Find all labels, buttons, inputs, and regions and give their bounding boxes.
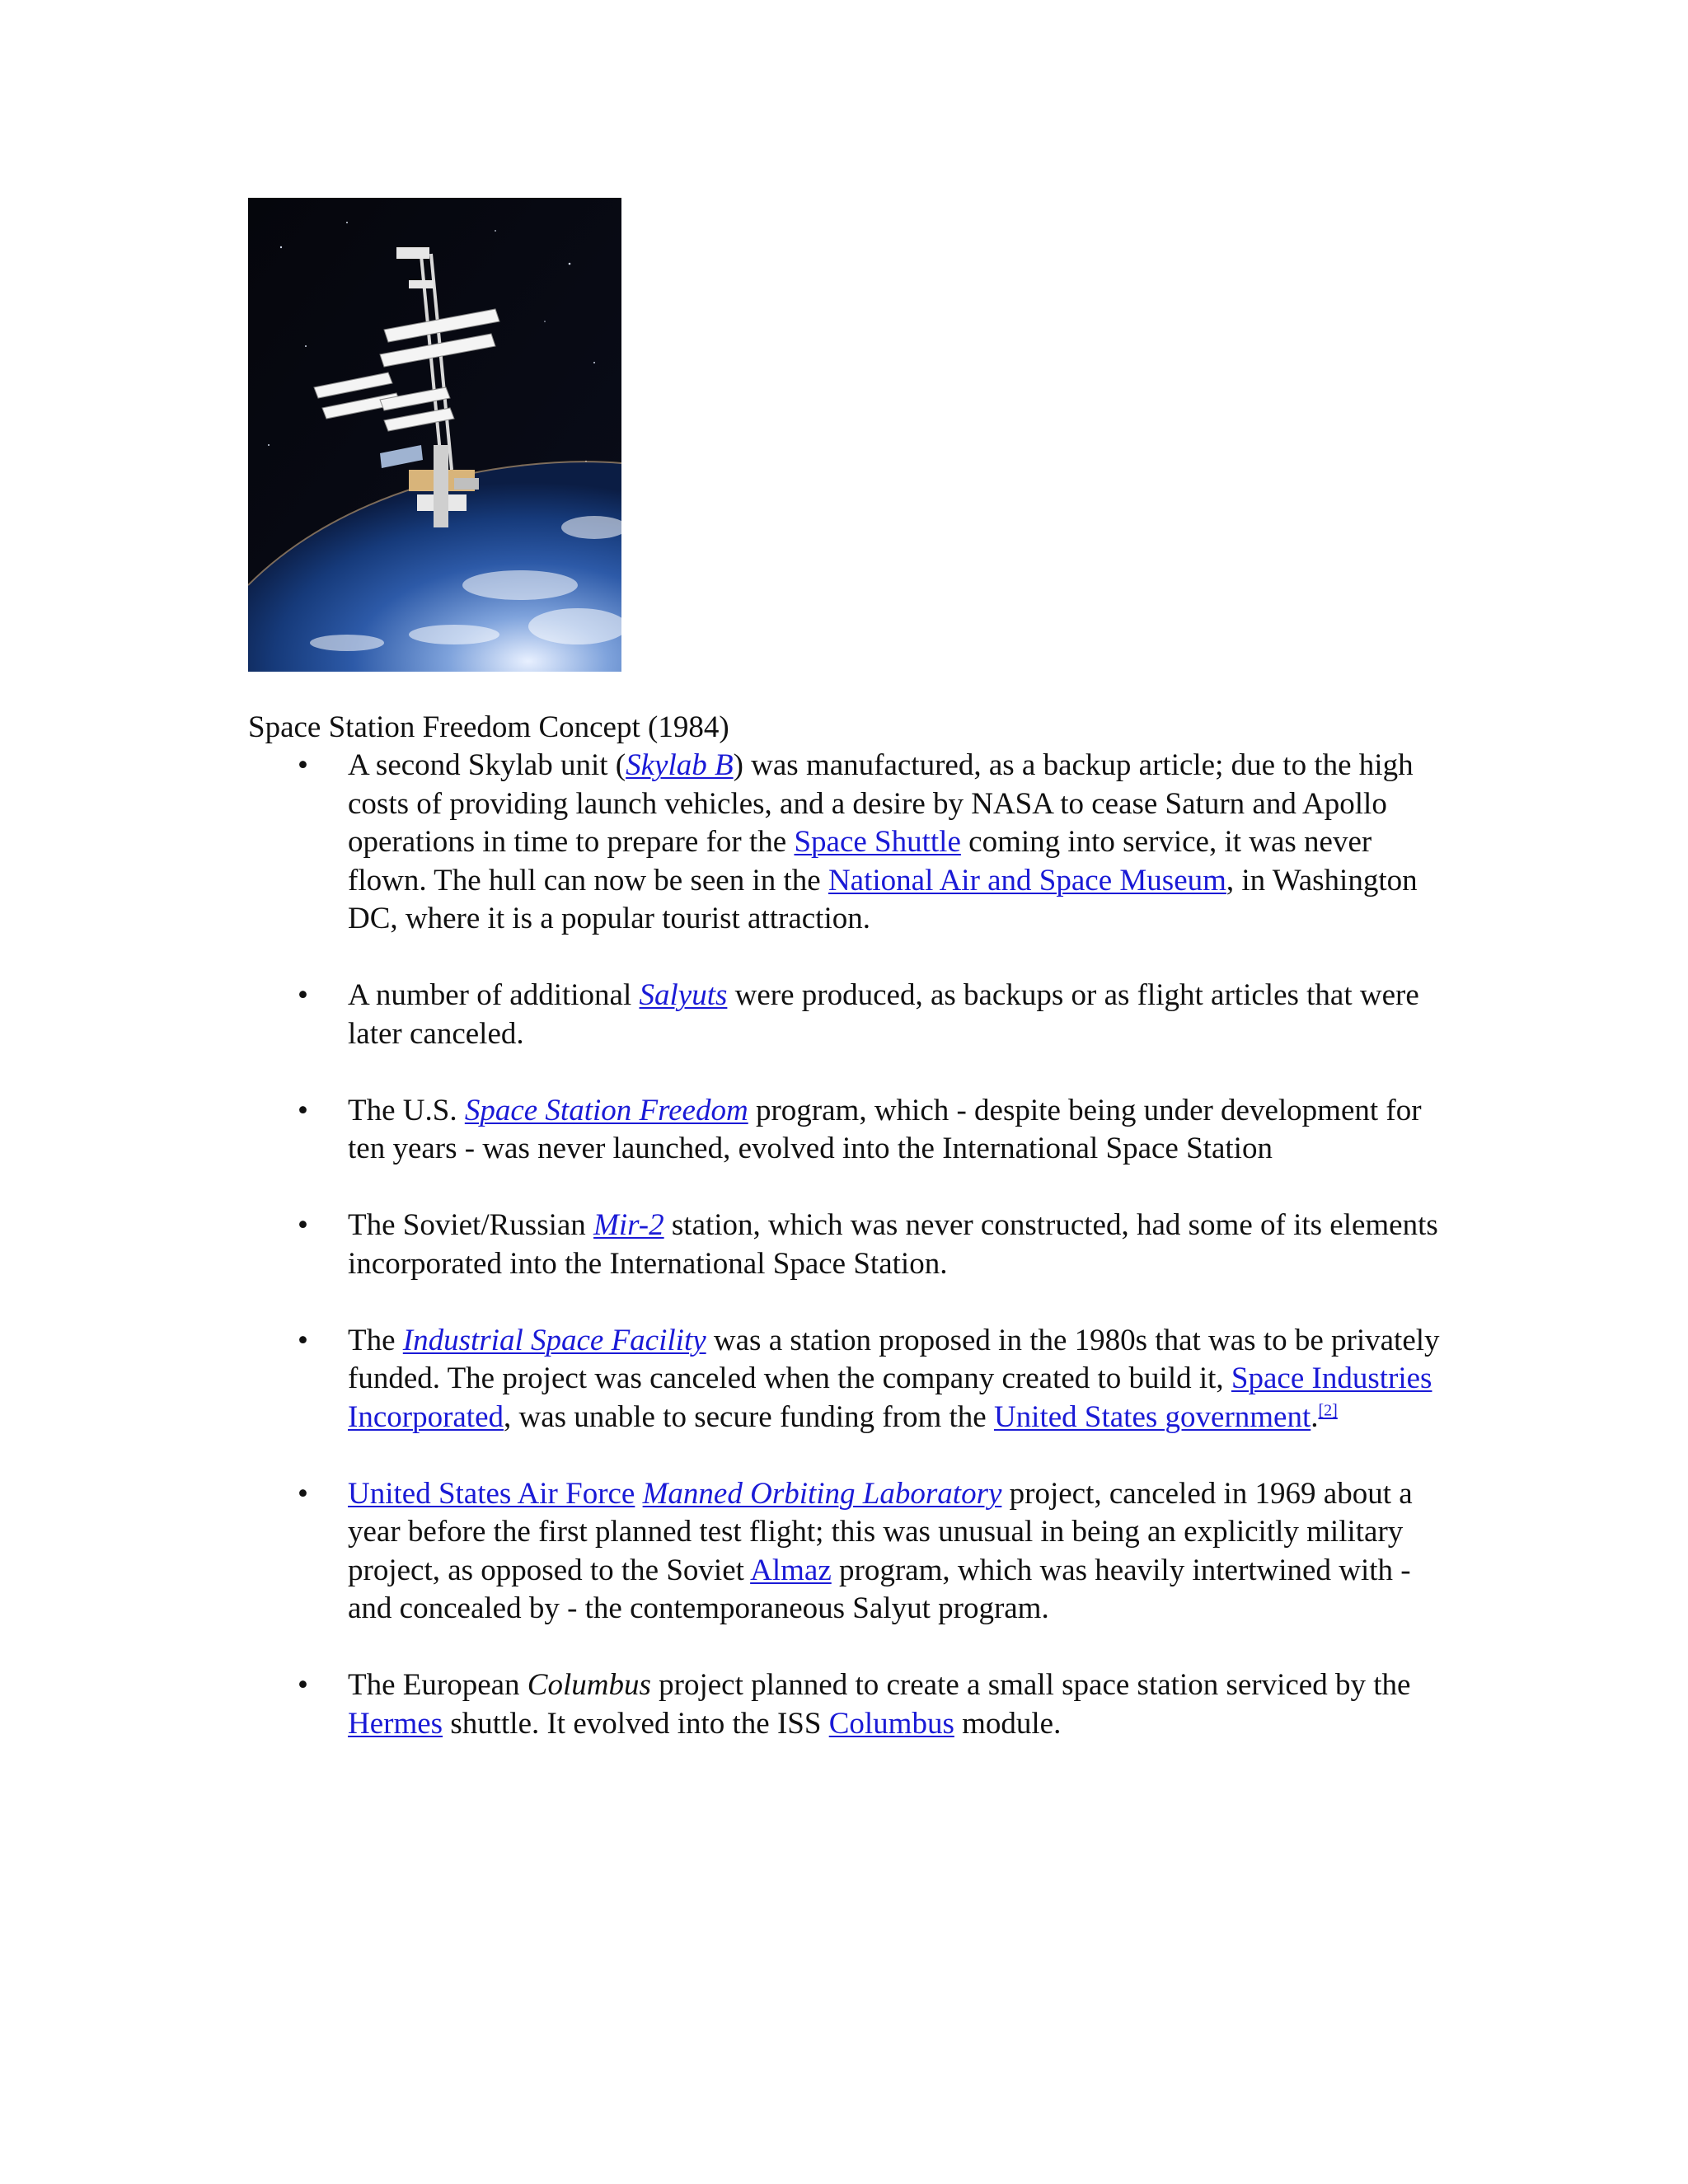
bullet-icon: •: [298, 1668, 308, 1702]
body-text: coming into service, it was never flown. The hull can now be seen in the: [348, 825, 1372, 898]
emphasized-text: Columbus: [527, 1668, 651, 1702]
bullet-icon: •: [298, 1476, 308, 1511]
body-text: module.: [954, 1706, 1062, 1741]
space-station-above-earth-photo-icon: [248, 198, 621, 672]
bullet-icon: •: [298, 1208, 308, 1242]
article-link[interactable]: Skylab B: [626, 748, 734, 782]
body-text: The: [348, 1323, 403, 1357]
body-text: The U.S.: [348, 1093, 465, 1127]
body-text: A second Skylab unit (: [348, 748, 626, 782]
list-item: [248, 1322, 1451, 1437]
article-link[interactable]: Columbus: [828, 1706, 954, 1741]
body-text: , was unable to secure funding from the: [504, 1399, 994, 1434]
body-text: A number of additional: [348, 978, 640, 1012]
body-text: The European: [348, 1668, 528, 1702]
body-text: project planned to create a small space station serviced by the: [650, 1668, 1411, 1702]
space-station-photo: [248, 198, 621, 672]
figure-caption: Space Station Freedom Concept (1984): [248, 710, 729, 744]
body-text: , in Washington DC, where it is a popular tourist attraction.: [348, 863, 1418, 935]
body-text: program, which was heavily intertwined with - and concealed by - the contemporaneous Salyut program.: [348, 1553, 1411, 1625]
body-text: program, which - despite being under development for ten years - was never launched, evolved into the International Space Station: [348, 1093, 1422, 1165]
body-text: project, canceled in 1969 about a year before the first planned test flight; this was unusual in being an explicitly military project, as opposed to the Soviet: [348, 1476, 1413, 1587]
list-item: [248, 747, 1451, 939]
reference-link[interactable]: [2]: [1318, 1401, 1338, 1420]
article-link[interactable]: United States government: [993, 1399, 1311, 1434]
article-link[interactable]: Industrial Space Facility: [402, 1323, 706, 1357]
citation-superscript: [1319, 1401, 1338, 1419]
list-item: [248, 1475, 1451, 1629]
article-link[interactable]: United States Air Force: [348, 1476, 635, 1511]
body-text: shuttle. It evolved into the ISS: [443, 1706, 829, 1741]
body-text: [635, 1477, 642, 1511]
body-text: .: [1311, 1399, 1319, 1434]
body-text: were produced, as backups or as flight articles that were later canceled.: [348, 978, 1419, 1051]
article-link[interactable]: Almaz: [750, 1553, 832, 1587]
article-link[interactable]: Hermes: [348, 1706, 443, 1741]
article-link[interactable]: Space Industries Incorporated: [348, 1361, 1432, 1434]
list-item: [248, 1092, 1451, 1169]
bullet-list: [248, 747, 1451, 1782]
bullet-icon: •: [298, 978, 308, 1012]
list-item: [248, 977, 1451, 1053]
body-text: The Soviet/Russian: [348, 1208, 594, 1242]
article-link[interactable]: Manned Orbiting Laboratory: [642, 1476, 1002, 1511]
article-link[interactable]: National Air and Space Museum: [828, 863, 1226, 898]
body-text: was a station proposed in the 1980s that was to be privately funded. The project was canceled when the company created to build it,: [348, 1323, 1440, 1395]
bullet-icon: •: [298, 1093, 308, 1127]
list-item: [248, 1666, 1451, 1743]
body-text: ) was manufactured, as a backup article; due to the high costs of providing launch vehicles, and a desire by NASA to cease Saturn and Apollo operations in time to prepare for the: [348, 748, 1414, 859]
list-item: [248, 1207, 1451, 1283]
body-text: station, which was never constructed, had some of its elements incorporated into the International Space Station.: [348, 1208, 1438, 1281]
article-link[interactable]: Space Shuttle: [794, 825, 961, 859]
bullet-icon: •: [298, 748, 308, 782]
bullet-icon: •: [298, 1323, 308, 1357]
article-link[interactable]: Mir-2: [593, 1208, 664, 1242]
article-link[interactable]: Salyuts: [639, 978, 728, 1012]
article-link[interactable]: Space Station Freedom: [464, 1093, 748, 1127]
